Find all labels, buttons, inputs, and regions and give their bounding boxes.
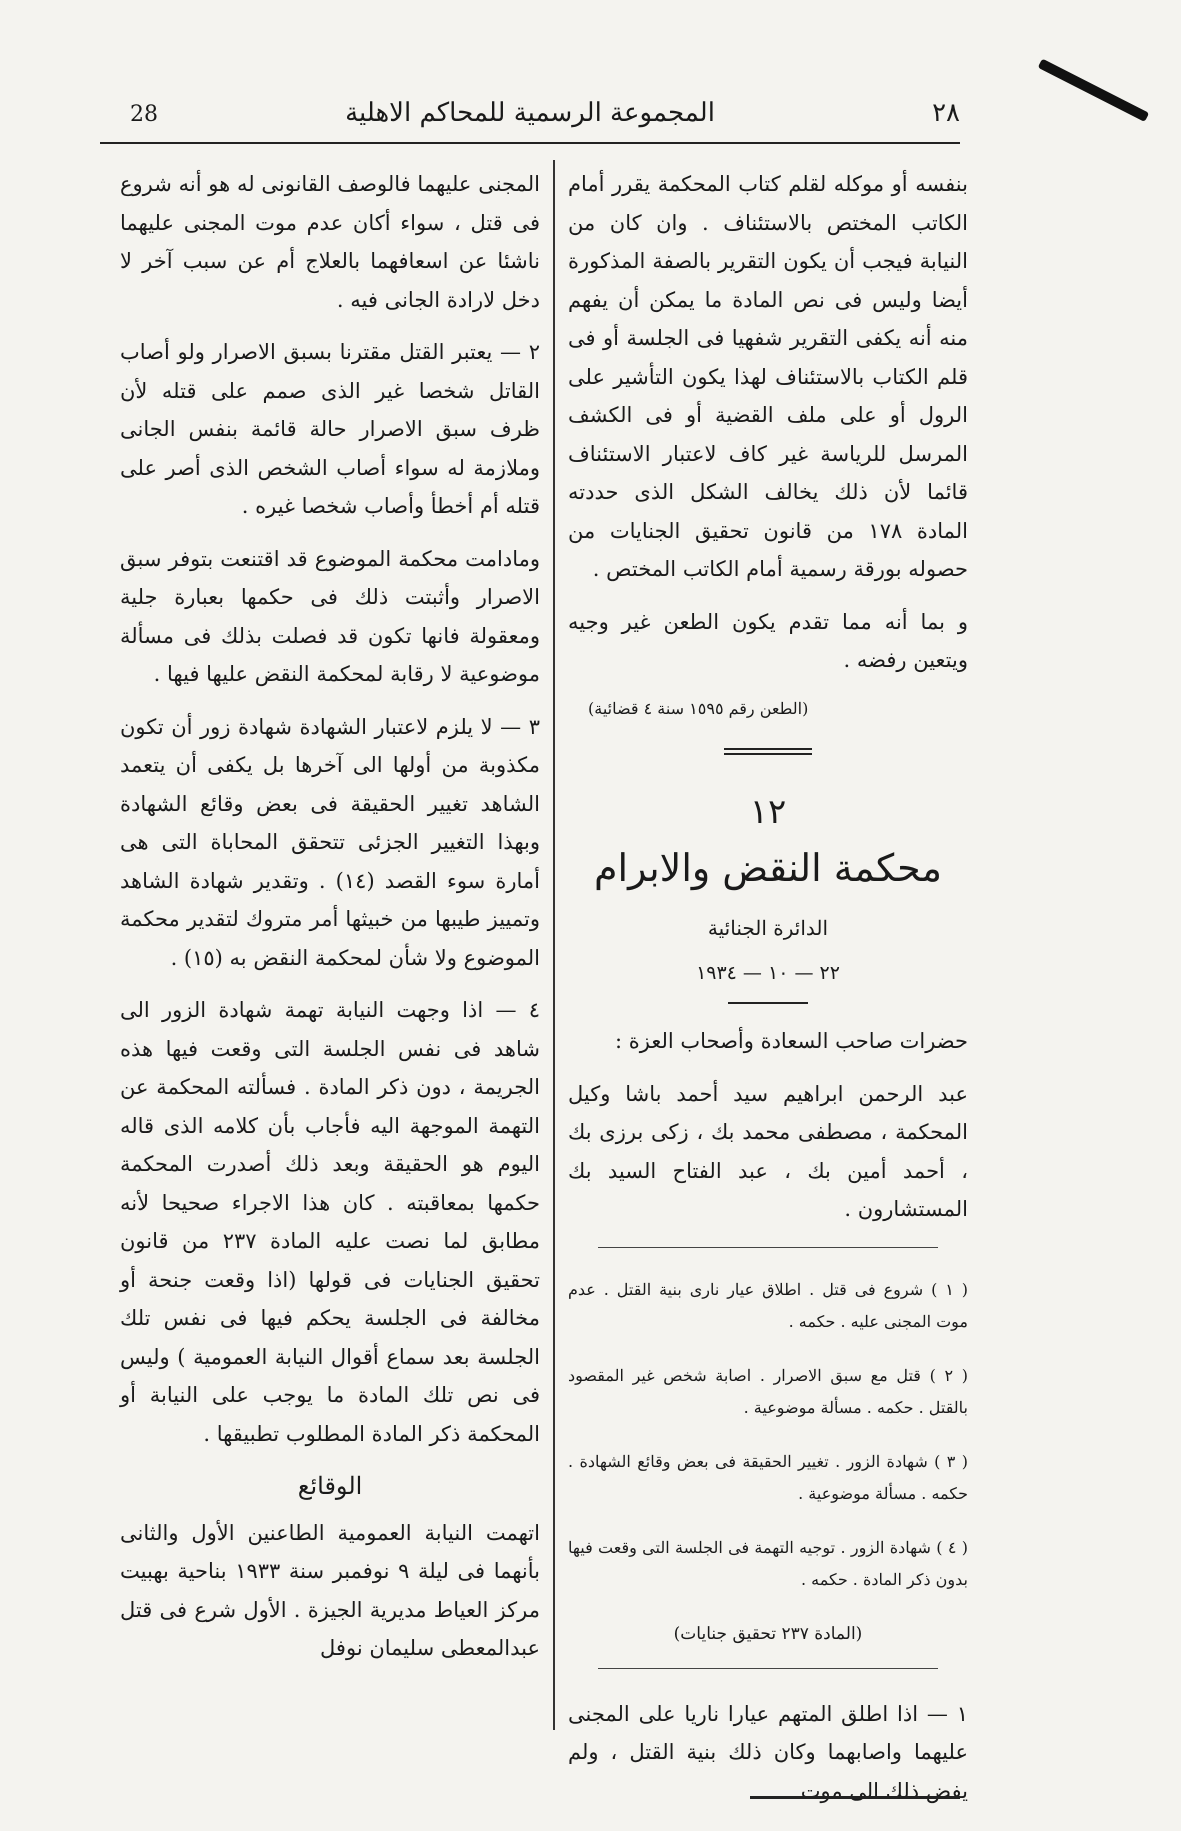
session-date: ٢٢ — ١٠ — ١٩٣٤ xyxy=(696,961,840,984)
scan-mark xyxy=(1038,59,1149,122)
summary-rule xyxy=(598,1247,938,1248)
footer-rule xyxy=(750,1796,960,1799)
summary-list xyxy=(568,1274,968,1650)
left-column xyxy=(120,165,540,1682)
running-title: المجموعة الرسمية للمحاكم الاهلية xyxy=(345,98,715,128)
paragraph: ٣ — لا يلزم لاعتبار الشهادة شهادة زور أن تكون مكذوبة من أولها الى آخرها بل يكفى أن يتعمد الشاهد تغيير الحقيقة فى بعض وقائع الشهادة وبهذا التغيير الجزئى تتحقق المحاباة التى هى أمارة سوء القصد (١٤) . وتقدير شهادة الشاهد وتمييز طيبها من خبيثها أمر متروك لتقدير محكمة الموضوع ولا شأن لمحكمة النقض به (١٥) . xyxy=(120,714,540,970)
holding-start: ١ — اذا اطلق المتهم عيارا ناريا على المجنى عليهما واصابهما وكان ذلك بنية القتل ، ولم يفض ذلك الى موت xyxy=(568,1701,968,1803)
paragraph: المجنى عليهما فالوصف القانونى له هو أنه شروع فى قتل ، سواء أكان عدم موت المجنى عليهما ناشئا عن اسعافهما بالعلاج أم عن سبب آخر لا دخل لارادة الجانى فيه . xyxy=(120,172,540,312)
paragraph: ٢ — يعتبر القتل مقترنا بسبق الاصرار ولو أصاب القاتل شخصا غير الذى صمم على قتله لأن ظرف سبق الاصرار حالة قائمة بنفس الجانى وملازمة له سواء أصاب الشخص الذى أصر على قتله أم أخطأ وأصاب شخصا غيره . xyxy=(120,340,540,518)
page-number-arabic: ٢٨ xyxy=(932,98,960,128)
right-column xyxy=(568,165,968,1824)
page-header xyxy=(100,98,960,138)
summary-item: ( ٢ ) قتل مع سبق الاصرار . اصابة شخص غير المقصود بالقتل . حكمه . مسألة موضوعية . xyxy=(568,1365,969,1417)
date-rule xyxy=(728,1002,808,1004)
paragraph: بنفسه أو موكله لقلم كتاب المحكمة يقرر أمام الكاتب المختص بالاستئناف . وان كان من النيابة فيجب أن يكون التقرير بالصفة المذكورة أيضا وليس فى نص المادة ما يمكن أن يفهم منه أنه يكفى التقرير شفهيا فى الجلسة أو فى قلم الكتاب بالاستئناف لهذا يكون التأشير على الرول أو على ملف القضية أو فى الكشف المرسل للرياسة غير كاف لاعتبار الاستئناف قائما لأن ذلك يخالف الشكل الذى حددته المادة ١٧٨ من قانون تحقيق الجنايات من حصوله بورقة رسمية أمام الكاتب المختص . xyxy=(568,172,968,581)
section-divider xyxy=(724,748,812,755)
case-number: ١٢ xyxy=(749,791,787,832)
judges-intro: حضرات صاحب السعادة وأصحاب العزة : xyxy=(614,1029,968,1053)
paragraph: ٤ — اذا وجهت النيابة تهمة شهادة الزور الى شاهد فى نفس الجلسة التى وقعت فيها هذه الجريمة ، دون ذكر المادة . فسألته المحكمة عن التهمة الموجهة اليه فأجاب بأن كلامه الذى قاله اليوم هو الحقيقة وبعد ذلك أصدرت المحكمة حكمها بمعاقبته . كان هذا الاجراء صحيحا لأنه مطابق لما نصت عليه المادة ٢٣٧ من قانون تحقيق الجنايات فى قولها (اذا وقعت جنحة أو مخالفة فى الجلسة يحكم فيها فى نفس تلك الجلسة بعد سماع أقوال النيابة العمومية ) وليس فى نص تلك المادة ما يوجب على النيابة أو المحكمة ذكر المادة المطلوب تطبيقها . xyxy=(120,998,540,1446)
page-number-latin: 28 xyxy=(130,102,158,127)
summary-item: ( ١ ) شروع فى قتل . اطلاق عيار نارى بنية القتل . عدم موت المجنى عليه . حكمه . xyxy=(568,1279,969,1331)
summary-item: ( ٣ ) شهادة الزور . تغيير الحقيقة فى بعض وقائع الشهادة . حكمه . مسألة موضوعية . xyxy=(568,1451,968,1503)
paragraph: و بما أنه مما تقدم يكون الطعن غير وجيه ويتعين رفضه . xyxy=(568,609,968,672)
case-citation: (الطعن رقم ١٥٩٥ سنة ٤ قضائية) xyxy=(588,698,809,718)
statute-reference: (المادة ٢٣٧ تحقيق جنايات) xyxy=(673,1623,863,1644)
facts-paragraph: اتهمت النيابة العمومية الطاعنين الأول والثانى بأنهما فى ليلة ٩ نوفمبر سنة ١٩٣٣ بناحية بهبيت مركز العياط مديرية الجيزة . الأول شرع فى قتل عبدالمعطى سليمان نوفل xyxy=(120,1520,540,1660)
holding-rule xyxy=(598,1668,938,1669)
facts-heading: الوقائع xyxy=(297,1472,363,1500)
paragraph: ومادامت محكمة الموضوع قد اقتنعت بتوفر سبق الاصرار وأثبتت ذلك فى حكمها بعبارة جلية ومعقولة فانها تكون قد فصلت بذلك فى مسألة موضوعية لا رقابة لمحكمة النقض عليها فيها . xyxy=(120,546,540,686)
header-rule xyxy=(100,142,960,144)
column-divider xyxy=(553,160,555,1730)
judges-list: عبد الرحمن ابراهيم سيد أحمد باشا وكيل المحكمة ، مصطفى محمد بك ، زكى برزى بك ، أحمد أمين بك ، عبد الفتاح السيد بك المستشارون . xyxy=(568,1081,968,1221)
court-title: محكمة النقض والابرام xyxy=(594,846,942,890)
circuit-name: الدائرة الجنائية xyxy=(707,916,829,940)
summary-item: ( ٤ ) شهادة الزور . توجيه التهمة فى الجلسة التى وقعت فيها بدون ذكر المادة . حكمه . xyxy=(568,1537,969,1589)
